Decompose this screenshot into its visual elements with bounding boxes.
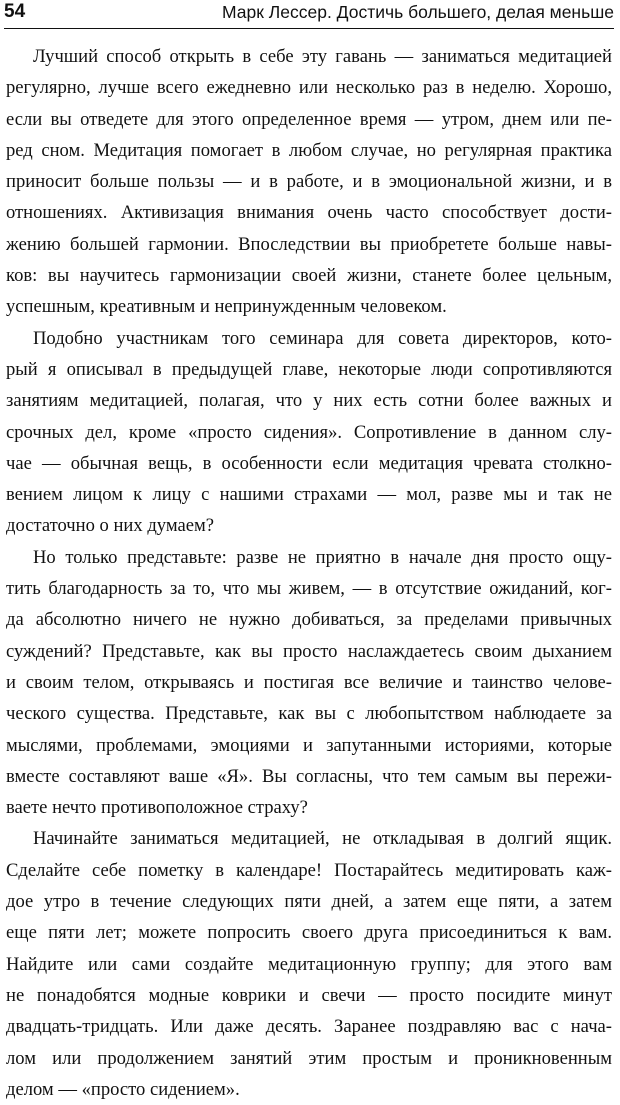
text-line: Найдите или сами создайте медитационную группу; для этого вам [6, 953, 612, 975]
text-line: и своим телом, открываясь и постигая все величие и таинство челове- [6, 671, 612, 693]
text-line: ческого существа. Представьте, как вы с любопытством наблюдаете за [6, 703, 612, 725]
text-line: ред сном. Медитация помогает в любом случае, но регулярная практика [6, 139, 612, 161]
text-line: срочных дел, кроме «просто сидения». Сопротивление в данном слу- [6, 421, 612, 443]
text-line: Подобно участникам того семинара для совета директоров, кото- [33, 327, 612, 349]
text-line: успешным, креативным и непринужденным человеком. [6, 296, 447, 318]
page-body [6, 41, 612, 1105]
text-line: тить благодарность за то, что мы живем, — в отсутствие ожиданий, ког- [6, 578, 612, 600]
text-line: занятиям медитацией, полагая, что у них есть сотни более важных и [6, 390, 612, 412]
text-line: отношениях. Активизация внимания очень часто способствует дости- [6, 202, 612, 224]
header-rule [4, 28, 614, 29]
text-line: Но только представьте: разве не приятно в начале дня просто ощу- [33, 546, 612, 568]
text-line: дое утро в течение следующих пяти дней, а затем еще пяти, а затем [6, 891, 612, 913]
text-line: Начинайте заниматься медитацией, не откладывая в долгий ящик. [33, 828, 612, 850]
paragraph [6, 542, 612, 824]
text-line: ков: вы научитесь гармонизации своей жизни, станете более цельным, [6, 265, 612, 287]
paragraph [6, 323, 612, 542]
text-line: двадцать-тридцать. Или даже десять. Заранее поздравляю вас с нача- [6, 1016, 612, 1038]
text-line: приносит больше пользы — и в работе, и в эмоциональной жизни, и в [6, 171, 612, 193]
text-line: рый я описывал в предыдущей главе, некоторые люди сопротивляются [6, 358, 612, 380]
text-line: да абсолютно ничего не нужно добиваться, за пределами привычных [6, 609, 612, 631]
text-line: жению большей гармонии. Впоследствии вы приобретете больше навы- [6, 233, 612, 255]
text-line: регулярно, лучше всего ежедневно или несколько раз в неделю. Хорошо, [6, 77, 612, 99]
text-line: вместе составляют ваше «Я». Вы согласны, что тем самым вы пережи- [6, 765, 612, 787]
text-line: ваете нечто противоположное страху? [6, 797, 308, 819]
text-line: суждений? Представьте, как вы просто наслаждаетесь своим дыханием [6, 640, 612, 662]
page-header [4, 0, 614, 30]
paragraph [6, 823, 612, 1105]
text-line: Сделайте себе пометку в календаре! Постарайтесь медитировать каж- [6, 859, 612, 881]
text-line: не понадобятся модные коврики и свечи — просто посидите минут [6, 984, 612, 1006]
text-line: мыслями, проблемами, эмоциями и запутанными историями, которые [6, 734, 612, 756]
text-line: еще пяти лет; можете попросить своего друга присоединиться к вам. [6, 922, 612, 944]
running-title: Марк Лессер. Достичь большего, делая меньше [222, 2, 614, 22]
paragraph [6, 41, 612, 323]
text-line: Лучший способ открыть в себе эту гавань — заниматься медитацией [33, 46, 612, 67]
text-line: чае — обычная вещь, в особенности если медитация чревата столкно- [6, 452, 612, 474]
text-line: вением лицом к лицу с нашими страхами — мол, разве мы и так не [6, 484, 612, 506]
text-line: достаточно о них думаем? [6, 515, 215, 537]
text-line: лом или продолжением занятий этим простым и проникновенным [6, 1047, 612, 1069]
text-line: если вы отведете для этого определенное время — утром, днем или пе- [6, 108, 612, 130]
page-number: 54 [4, 1, 26, 22]
text-line: делом — «просто сидением». [6, 1078, 240, 1100]
